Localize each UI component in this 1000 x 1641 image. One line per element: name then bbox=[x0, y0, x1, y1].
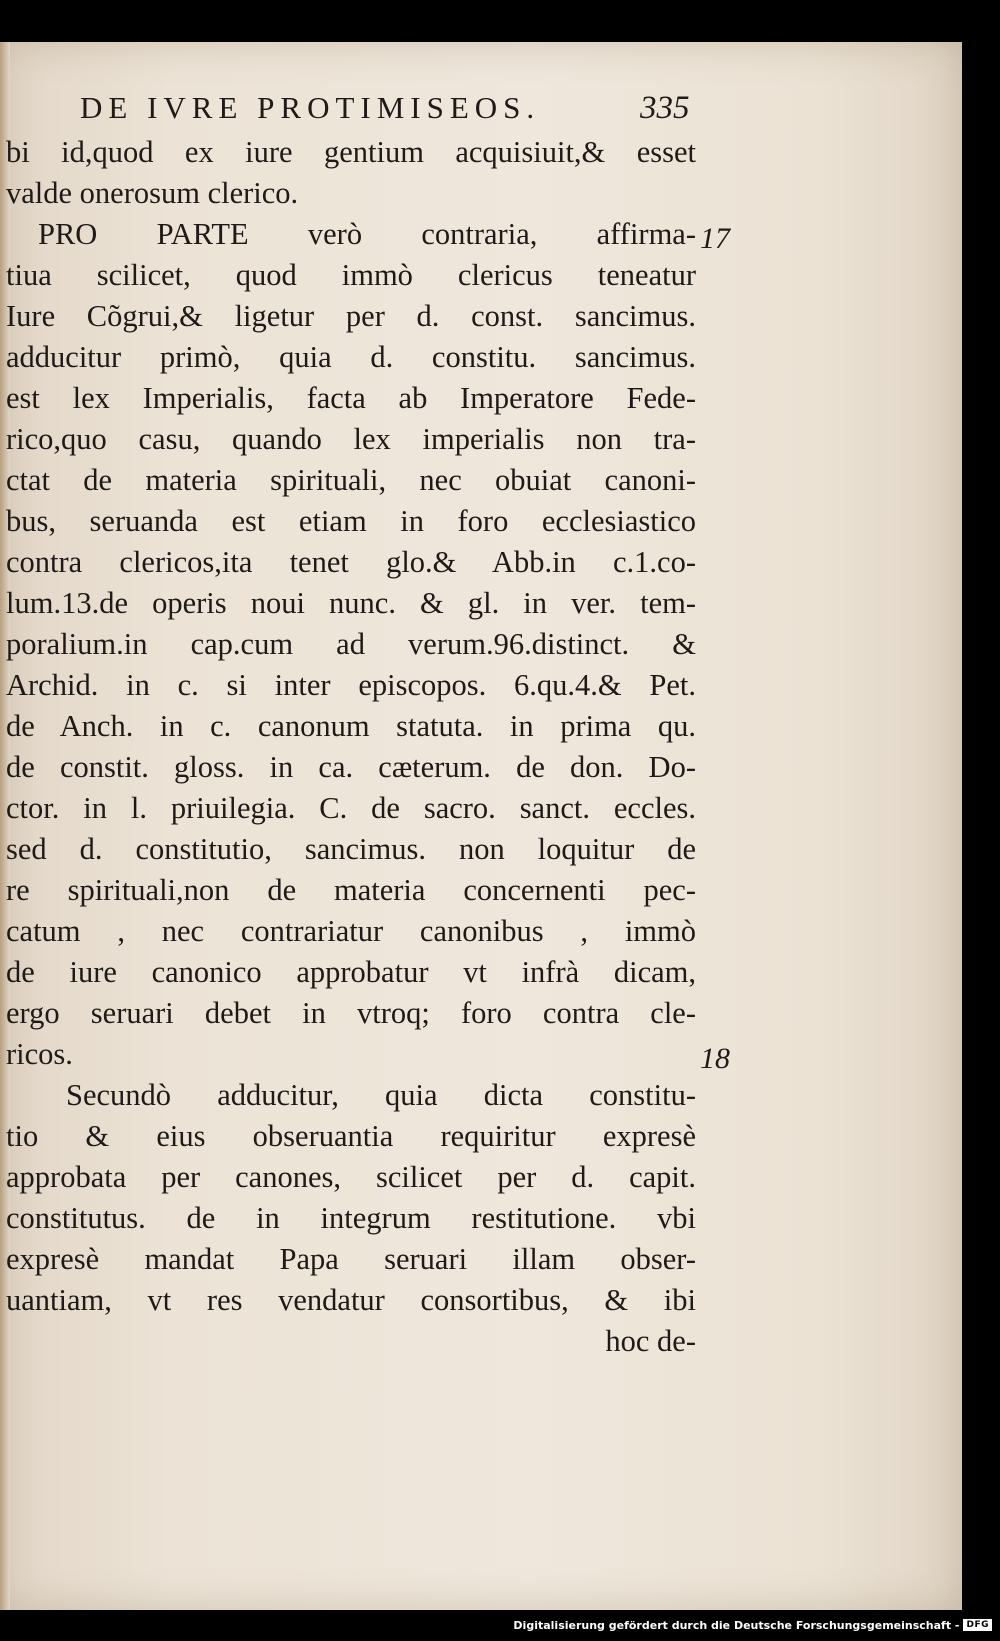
text-line: approbata per canones, scilicet per d. capit. bbox=[6, 1160, 696, 1194]
text-line: Archid. in c. si inter episcopos. 6.qu.4.& Pet. bbox=[6, 668, 696, 702]
text-line: bus, seruanda est etiam in foro ecclesiastico bbox=[6, 504, 696, 538]
text-line: expresè mandat Papa seruari illam obser- bbox=[6, 1242, 696, 1276]
text-line: ergo seruari debet in vtroq; foro contra cle- bbox=[6, 996, 696, 1030]
text-line: bi id,quod ex iure gentium acquisiuit,& esset bbox=[6, 135, 696, 169]
digitization-footer bbox=[513, 1615, 992, 1635]
text-line: tio & eius obseruantia requiritur expresè bbox=[6, 1119, 696, 1153]
margin-note-18: 18 bbox=[700, 1042, 730, 1075]
text-line: lum.13.de operis noui nunc. & gl. in ver. tem- bbox=[6, 586, 696, 620]
text-line: ricos. bbox=[6, 1037, 73, 1071]
text-line: est lex Imperialis, facta ab Imperatore Fede- bbox=[6, 381, 696, 415]
text-line: de constit. gloss. in ca. cæterum. de don. Do- bbox=[6, 750, 696, 784]
margin-note-17: 17 bbox=[700, 222, 730, 255]
dfg-logo: DFG bbox=[963, 1619, 992, 1631]
page-header bbox=[0, 90, 962, 130]
book-page bbox=[0, 42, 962, 1610]
text-line: catum , nec contrariatur canonibus , immò bbox=[6, 914, 696, 948]
text-line: ctat de materia spirituali, nec obuiat canoni- bbox=[6, 463, 696, 497]
text-line: re spirituali,non de materia concernenti pec- bbox=[6, 873, 696, 907]
text-line: Secundò adducitur, quia dicta constitu- bbox=[66, 1078, 696, 1112]
text-line: valde onerosum clerico. bbox=[6, 176, 299, 210]
text-line: rico,quo casu, quando lex imperialis non tra- bbox=[6, 422, 696, 456]
text-line: adducitur primò, quia d. constitu. sancimus. bbox=[6, 340, 696, 374]
text-line: PRO PARTE verò contraria, affirma- bbox=[38, 217, 696, 251]
running-head: DE IVRE PROTIMISEOS. bbox=[80, 90, 541, 125]
body-text bbox=[6, 132, 696, 1362]
text-line: de iure canonico approbatur vt infrà dicam, bbox=[6, 955, 696, 989]
page-number: 335 bbox=[640, 90, 690, 126]
text-line: sed d. constitutio, sancimus. non loquitur de bbox=[6, 832, 696, 866]
catchword: hoc de- bbox=[605, 1324, 696, 1358]
text-line: poralium.in cap.cum ad verum.96.distinct. & bbox=[6, 627, 696, 661]
text-line: ctor. in l. priuilegia. C. de sacro. sanct. eccles. bbox=[6, 791, 696, 825]
text-line: constitutus. de in integrum restitutione. vbi bbox=[6, 1201, 696, 1235]
footer-credit: Digitalisierung gefördert durch die Deutsche Forschungsgemeinschaft - bbox=[513, 1618, 960, 1632]
text-line: tiua scilicet, quod immò clericus teneatur bbox=[6, 258, 696, 292]
text-line: contra clericos,ita tenet glo.& Abb.in c.1.co- bbox=[6, 545, 696, 579]
text-line: Iure Cõgrui,& ligetur per d. const. sancimus. bbox=[6, 299, 696, 333]
text-line: uantiam, vt res vendatur consortibus, & ibi bbox=[6, 1283, 696, 1317]
text-line: de Anch. in c. canonum statuta. in prima qu. bbox=[6, 709, 696, 743]
